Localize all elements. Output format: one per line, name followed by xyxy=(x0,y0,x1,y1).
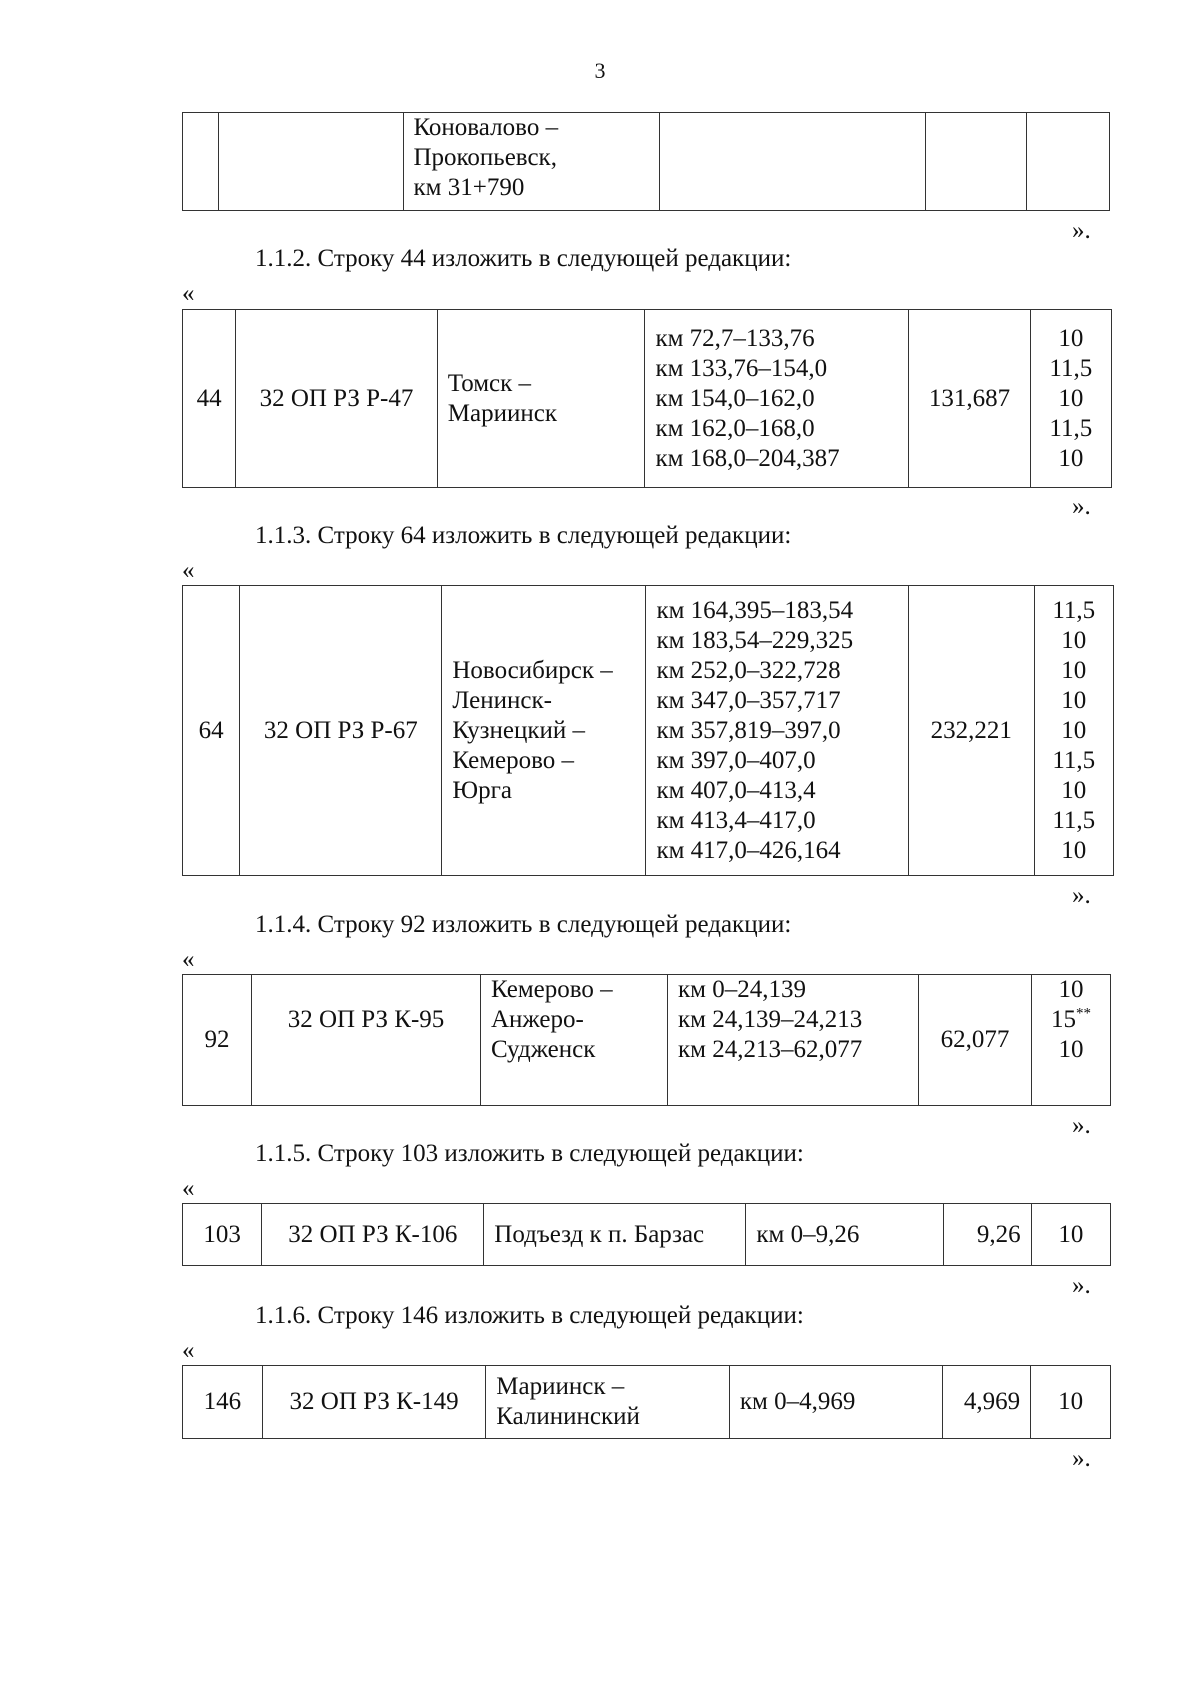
km-cell xyxy=(646,586,908,876)
load-cell xyxy=(1031,1204,1110,1266)
load-line: 10 xyxy=(1058,1388,1084,1415)
code-line: 32 ОП РЗ К-95 xyxy=(287,1006,445,1033)
num-cell xyxy=(183,113,219,211)
code-cell: 32 ОП РЗ Р-47 xyxy=(236,310,438,488)
name-line: Кемерово – xyxy=(491,976,613,1003)
closing-quote: ». xyxy=(1072,217,1091,244)
load-line: 10 xyxy=(1061,656,1087,684)
section-heading: 1.1.4. Строку 92 изложить в следующей редакции: xyxy=(255,911,792,938)
km-line: км 0–4,969 xyxy=(739,1388,856,1415)
length-cell: 232,221 xyxy=(908,586,1034,876)
name-line: Томск – xyxy=(447,369,532,397)
load-cell xyxy=(1034,586,1113,876)
name-line: Анжеро- xyxy=(491,1006,584,1033)
load-line: 10 xyxy=(1061,776,1087,804)
closing-quote: ». xyxy=(1072,493,1091,520)
load-line xyxy=(1042,1005,1100,1035)
km-line: км 72,7–133,76 xyxy=(655,324,815,352)
km-line: км 0–9,26 xyxy=(756,1220,860,1248)
code-cell: 32 ОП РЗ К-106 xyxy=(262,1204,484,1266)
km-cell xyxy=(659,113,925,211)
load-line: 11,5 xyxy=(1052,746,1096,774)
load-line: 11,5 xyxy=(1052,806,1096,834)
km-line: км 397,0–407,0 xyxy=(656,746,816,774)
num-cell: 146 xyxy=(183,1366,263,1439)
table-row xyxy=(183,310,1112,488)
opening-quote: « xyxy=(182,946,195,973)
km-line: км 417,0–426,164 xyxy=(656,836,841,864)
name-line: Юрга xyxy=(452,776,512,804)
name-cell xyxy=(403,113,659,211)
load-line: 10 xyxy=(1061,716,1087,744)
load-line: 11,5 xyxy=(1049,354,1093,382)
name-cell xyxy=(481,975,668,1106)
table-row xyxy=(183,1366,1111,1439)
closing-quote: ». xyxy=(1072,1272,1091,1299)
table-row-103 xyxy=(182,1203,1111,1266)
load-line: 10 xyxy=(1058,1036,1084,1063)
name-line: Мариинск – xyxy=(496,1373,625,1400)
opening-quote: « xyxy=(182,1337,195,1364)
km-line: км 24,213–62,077 xyxy=(678,1036,863,1063)
load-line: 11,5 xyxy=(1049,414,1093,442)
km-line: км 0–24,139 xyxy=(678,976,806,1003)
load-line: 10 xyxy=(1061,836,1087,864)
table-row xyxy=(183,113,1110,211)
name-cell xyxy=(486,1366,730,1439)
name-cell xyxy=(437,310,645,488)
name-line: Калининский xyxy=(496,1403,640,1430)
km-line: км 24,139–24,213 xyxy=(678,1006,863,1033)
code-cell xyxy=(218,113,403,211)
km-cell xyxy=(746,1204,944,1266)
load-line: 10 xyxy=(1058,324,1084,352)
load-line: 10 xyxy=(1058,976,1084,1003)
num-cell: 44 xyxy=(183,310,236,488)
load-line: 10 xyxy=(1058,1220,1084,1248)
name-line: Ленинск- xyxy=(452,686,552,714)
load-line: 10 xyxy=(1061,686,1087,714)
km-line: км 133,76–154,0 xyxy=(655,354,828,382)
length-cell: 9,26 xyxy=(944,1204,1031,1266)
name-line: Мариинск xyxy=(447,399,558,427)
km-cell xyxy=(729,1366,942,1439)
table-row-146 xyxy=(182,1365,1111,1439)
km-line: км 168,0–204,387 xyxy=(655,444,840,472)
name-line: Прокопьевск, xyxy=(413,144,557,171)
name-line: Подъезд к п. Барзас xyxy=(494,1220,705,1248)
km-line: км 347,0–357,717 xyxy=(656,686,841,714)
name-line: Судженск xyxy=(491,1036,596,1063)
table-row-64 xyxy=(182,585,1114,876)
length-cell xyxy=(926,113,1027,211)
length-cell: 131,687 xyxy=(909,310,1030,488)
load-line: 11,5 xyxy=(1052,596,1096,624)
table-row xyxy=(183,586,1114,876)
km-line: км 162,0–168,0 xyxy=(655,414,815,442)
name-line: Кузнецкий – xyxy=(452,716,586,744)
footnote-mark: ** xyxy=(1076,1005,1091,1022)
opening-quote: « xyxy=(182,557,195,584)
closing-quote: ». xyxy=(1072,1445,1091,1472)
num-cell: 92 xyxy=(183,975,252,1106)
length-cell: 62,077 xyxy=(919,975,1032,1106)
num-cell: 103 xyxy=(183,1204,262,1266)
table-row-44 xyxy=(182,309,1112,488)
name-line: Новосибирск – xyxy=(452,656,613,684)
code-cell: 32 ОП РЗ К-149 xyxy=(262,1366,485,1439)
km-cell xyxy=(668,975,919,1106)
section-heading: 1.1.6. Строку 146 изложить в следующей редакции: xyxy=(255,1302,804,1329)
name-line: Кемерово – xyxy=(452,746,574,774)
table-continuation xyxy=(182,112,1110,211)
code-cell: 32 ОП РЗ Р-67 xyxy=(240,586,442,876)
load-line: 10 xyxy=(1058,444,1084,472)
name-cell xyxy=(442,586,646,876)
num-cell: 64 xyxy=(183,586,240,876)
section-heading: 1.1.3. Строку 64 изложить в следующей редакции: xyxy=(255,522,792,549)
km-line: км 164,395–183,54 xyxy=(656,596,854,624)
table-row xyxy=(183,975,1111,1106)
load-cell xyxy=(1030,310,1111,488)
load-line: 10 xyxy=(1058,384,1084,412)
km-line: км 407,0–413,4 xyxy=(656,776,816,804)
opening-quote: « xyxy=(182,280,195,307)
table-row xyxy=(183,1204,1111,1266)
table-row-92 xyxy=(182,974,1111,1106)
code-cell xyxy=(252,975,481,1106)
load-cell xyxy=(1031,1366,1111,1439)
load-cell xyxy=(1027,113,1110,211)
km-line: км 413,4–417,0 xyxy=(656,806,816,834)
load-value: 15 xyxy=(1051,1006,1076,1033)
name-line: км 31+790 xyxy=(413,174,525,201)
km-line: км 154,0–162,0 xyxy=(655,384,815,412)
km-cell xyxy=(645,310,909,488)
section-heading: 1.1.2. Строку 44 изложить в следующей редакции: xyxy=(255,245,792,272)
section-heading: 1.1.5. Строку 103 изложить в следующей редакции: xyxy=(255,1140,804,1167)
closing-quote: ». xyxy=(1072,1112,1091,1139)
km-line: км 252,0–322,728 xyxy=(656,656,841,684)
name-cell xyxy=(484,1204,746,1266)
page-number: 3 xyxy=(594,58,606,83)
length-cell: 4,969 xyxy=(943,1366,1031,1439)
load-cell xyxy=(1032,975,1111,1106)
km-line: км 357,819–397,0 xyxy=(656,716,841,744)
load-line: 10 xyxy=(1061,626,1087,654)
opening-quote: « xyxy=(182,1175,195,1202)
km-line: км 183,54–229,325 xyxy=(656,626,854,654)
closing-quote: ». xyxy=(1072,882,1091,909)
name-line: Коноваловo – xyxy=(413,114,559,141)
